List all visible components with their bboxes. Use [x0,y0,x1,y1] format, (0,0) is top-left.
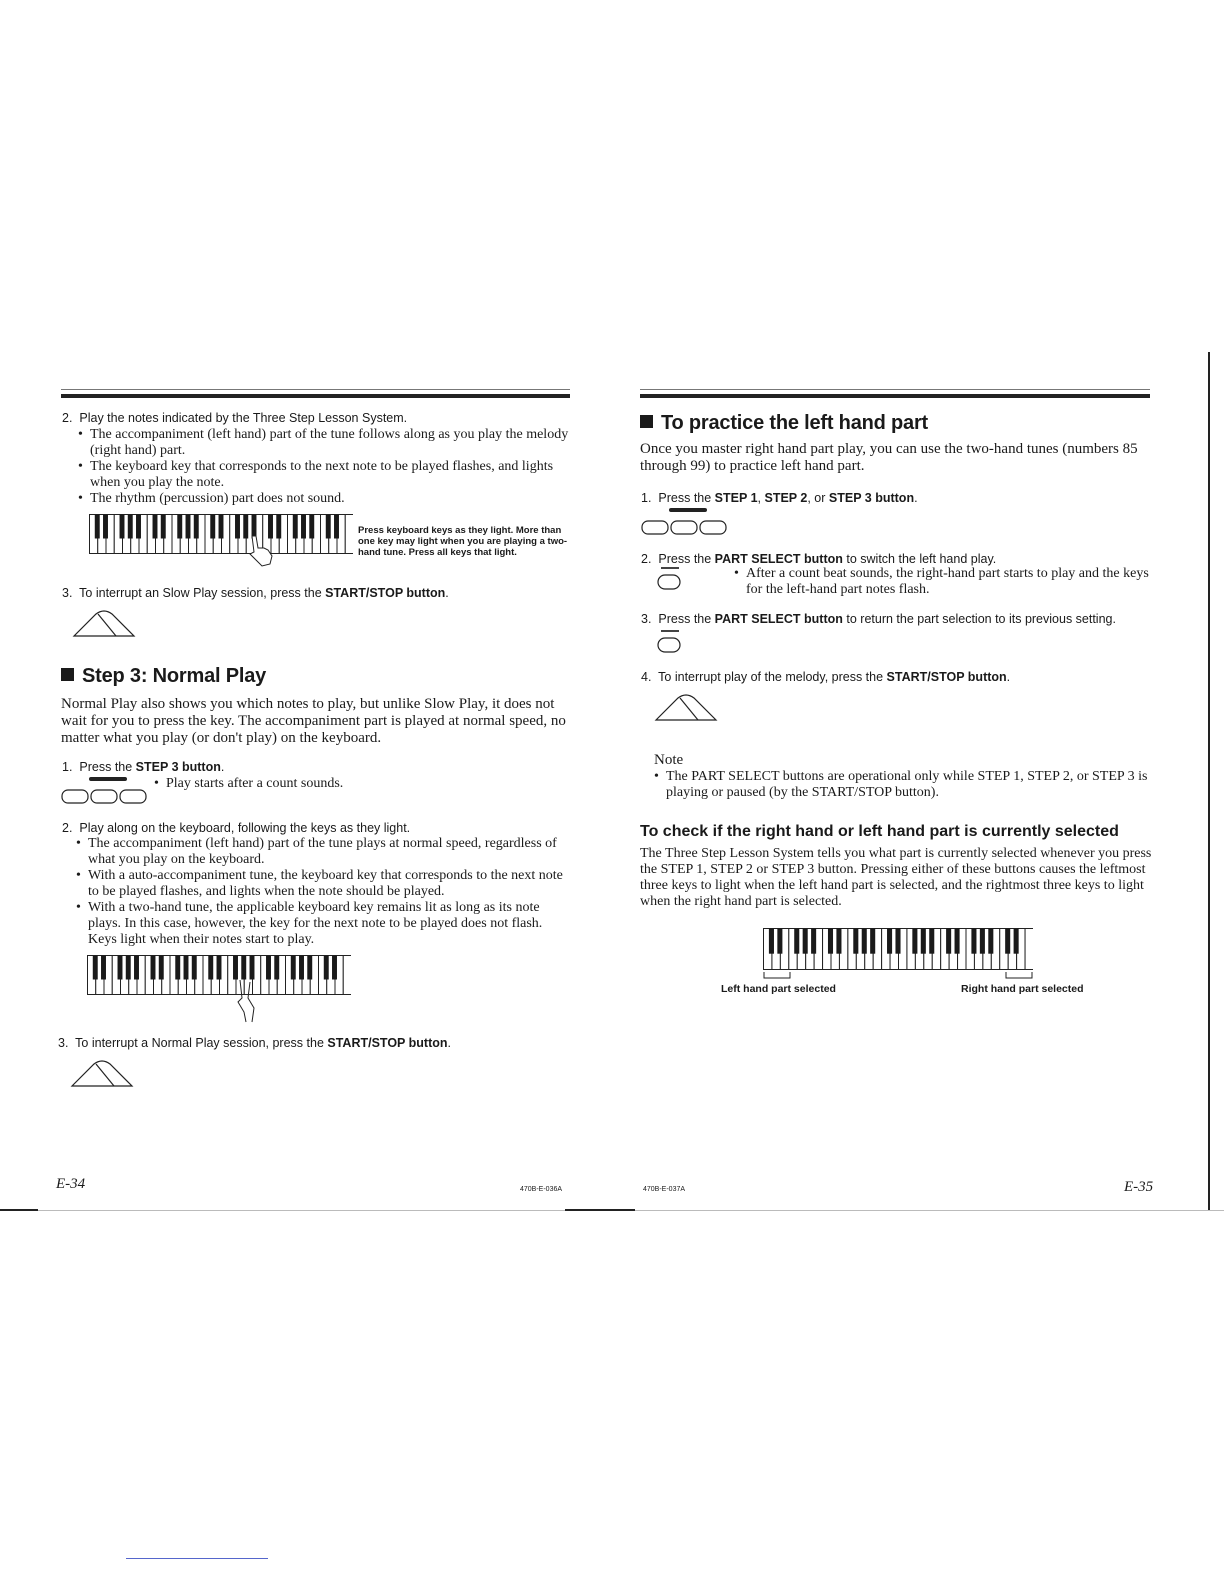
black-key [332,956,337,980]
black-key [210,515,215,539]
hand-icon [240,534,280,570]
list-item: • With a two-hand tune, the applicable keyboard key remains lit as long as its note plays. In this case, however, the key for the next note to be played does not flash. Keys light when their notes start to play. [76,900,570,948]
black-key [769,929,774,954]
step-button [700,521,726,534]
step2-instruction: 2. Play the notes indicated by the Three Step Lesson System. [62,411,408,425]
black-key [101,956,106,980]
black-key [929,929,934,954]
black-key [811,929,816,954]
part-select-button [658,638,680,652]
black-key [853,929,858,954]
black-key [946,929,951,954]
black-key [334,515,339,539]
step-buttons-icon [61,776,149,806]
note-bullet [654,769,1152,801]
black-key [186,515,191,539]
start-stop-outline [72,1061,132,1086]
lesson-bar [669,508,707,512]
black-key [1014,929,1019,954]
section-paragraph: Once you master right hand part play, you can use the two-hand tunes (numbers 85 through 99) to practice left hand part. [640,441,1138,474]
black-key [980,929,985,954]
black-key [921,929,926,954]
section-title: Step 3: Normal Play [61,665,266,688]
black-key [250,956,255,980]
doc-code-left: 470B-E-036A [520,1186,563,1193]
page-number-left: E-34 [56,1176,86,1192]
start-stop-button-icon [68,604,140,640]
step-button [642,521,668,534]
black-key [208,956,213,980]
normal-step3: 3. To interrupt a Normal Play session, press the START/STOP button. [58,1036,451,1050]
black-key [266,956,271,980]
black-key [217,956,222,980]
step-button [671,521,697,534]
part-indicator-brackets [762,970,1034,982]
section-title: To practice the left hand part [640,412,928,435]
list-item: • The accompaniment (left hand) part of the tune follows along as you play the melody (right hand) part. [78,427,572,459]
black-key [175,956,180,980]
black-key [1005,929,1010,954]
bottom-rule-left-mark [0,1209,38,1211]
list-item: • With a auto-accompaniment tune, the keyboard key that corresponds to the next note to be played flashes, and lights when the note should be played. [76,868,570,900]
black-key [219,515,224,539]
practice-step1: 1. Press the STEP 1, STEP 2, or STEP 3 button. [641,491,918,505]
list-item: • The rhythm (percussion) part does not sound. [78,491,572,507]
part-select-label-mark [661,567,679,569]
part-select-button-icon [653,566,689,592]
bottom-rule-right [640,1210,1224,1211]
step-button [62,790,88,803]
list-item: • The PART SELECT buttons are operational only while STEP 1, STEP 2, or STEP 3 is playing or paused (by the START/STOP button). [654,769,1152,801]
lesson-bar [89,777,127,781]
part-select-button [658,575,680,589]
black-key [126,956,131,980]
bottom-rule-left [0,1210,640,1211]
step-button [120,790,146,803]
practice-step3: 3. Press the PART SELECT button to return the part selection to its previous setting. [641,612,1116,626]
practice-step2: 2. Press the PART SELECT button to switch the left hand play. [641,552,997,566]
list-item: • The keyboard key that corresponds to the next note to be played flashes, and lights when you play the note. [78,459,572,491]
step3-slow-instruction: 3. To interrupt an Slow Play session, press the START/STOP button. [62,586,449,600]
left-hand-label: Left hand part selected [721,983,836,995]
scan-artifact-line [126,1558,268,1559]
black-key [971,929,976,954]
black-key [301,515,306,539]
practice-step4: 4. To interrupt play of the melody, press the START/STOP button. [641,670,1011,684]
step-button [91,790,117,803]
section-paragraph: Normal Play also shows you which notes to play, but unlike Slow Play, it does not wait for you to press the key. The accompaniment part is played at normal speed, no matter what you play (or don't play) on the keyboard. [61,696,566,746]
black-key [299,956,304,980]
list-item: • The accompaniment (left hand) part of the tune plays at normal speed, regardless of what you play on the keyboard. [76,836,570,868]
list-item: • Play starts after a count sounds. [154,776,454,792]
black-key [177,515,182,539]
top-rule-left [61,394,570,398]
black-key [118,956,123,980]
black-key [233,956,238,980]
black-key [307,956,312,980]
black-key [862,929,867,954]
black-key [777,929,782,954]
black-key [136,515,141,539]
black-key [293,515,298,539]
black-key [241,956,246,980]
black-key [134,956,139,980]
note-title: Note [654,752,684,768]
hand-icon [228,978,264,1024]
black-key [326,515,331,539]
top-rule-right [640,394,1150,398]
black-key [794,929,799,954]
black-key [194,515,199,539]
start-stop-button-icon [650,688,722,724]
white-key [1025,929,1033,970]
part-select-button-icon [653,629,689,655]
black-key [803,929,808,954]
bottom-rule-left-mark2 [565,1209,635,1211]
subsection-title: To check if the right hand or left hand part is currently selected [640,823,1119,840]
list-item: • After a count beat sounds, the right-hand part starts to play and the keys for the left-hand part notes flash. [734,566,1152,598]
step2-bullets [78,427,572,507]
start-stop-button-icon [66,1054,138,1090]
black-key [828,929,833,954]
top-rule-left-thin [61,389,570,390]
keyboard-icon [87,955,351,995]
black-key [128,515,133,539]
page-edge-line [1208,352,1210,1210]
normal-step1: 1. Press the STEP 3 button. [62,760,225,774]
black-key [836,929,841,954]
black-key [324,956,329,980]
keyboard-caption: Press keyboard keys as they light. More than one key may light when you are playing a two-hand tune. Press all keys that light. [358,525,568,558]
black-key [120,515,125,539]
square-bullet-icon [640,415,653,428]
white-key [345,515,353,554]
black-key [159,956,164,980]
black-key [184,956,189,980]
practice-step2-bullet [734,566,1152,598]
start-stop-outline [656,695,716,720]
top-rule-right-thin [640,389,1150,390]
black-key [291,956,296,980]
normal-step2-bullets [76,836,570,948]
black-key [103,515,108,539]
keyboard-icon [763,928,1033,970]
black-key [93,956,98,980]
keyboard-icon [89,514,353,554]
black-key [887,929,892,954]
black-key [870,929,875,954]
black-key [309,515,314,539]
black-key [192,956,197,980]
black-key [895,929,900,954]
square-bullet-icon [61,668,74,681]
part-select-label-mark [661,630,679,632]
black-key [161,515,166,539]
normal-step2: 2. Play along on the keyboard, following the keys as they light. [62,821,411,835]
step-buttons-icon [641,507,729,537]
white-key [343,956,351,995]
subsection-paragraph: The Three Step Lesson System tells you what part is currently selected whenever you press the STEP 1, STEP 2 or STEP 3 button. Pressing either of these buttons causes the leftmost three keys to light when the left hand part is selected, and the rightmost three keys to light when the right hand part is selected. [640,846,1152,909]
black-key [153,515,158,539]
normal-step1-bullet [154,776,454,792]
black-key [912,929,917,954]
doc-code-right: 470B-E-037A [643,1186,686,1193]
black-key [988,929,993,954]
start-stop-outline [74,611,134,636]
black-key [151,956,156,980]
black-key [95,515,100,539]
page-number-right: E-35 [1124,1179,1154,1195]
black-key [274,956,279,980]
right-hand-label: Right hand part selected [961,983,1084,995]
black-key [955,929,960,954]
